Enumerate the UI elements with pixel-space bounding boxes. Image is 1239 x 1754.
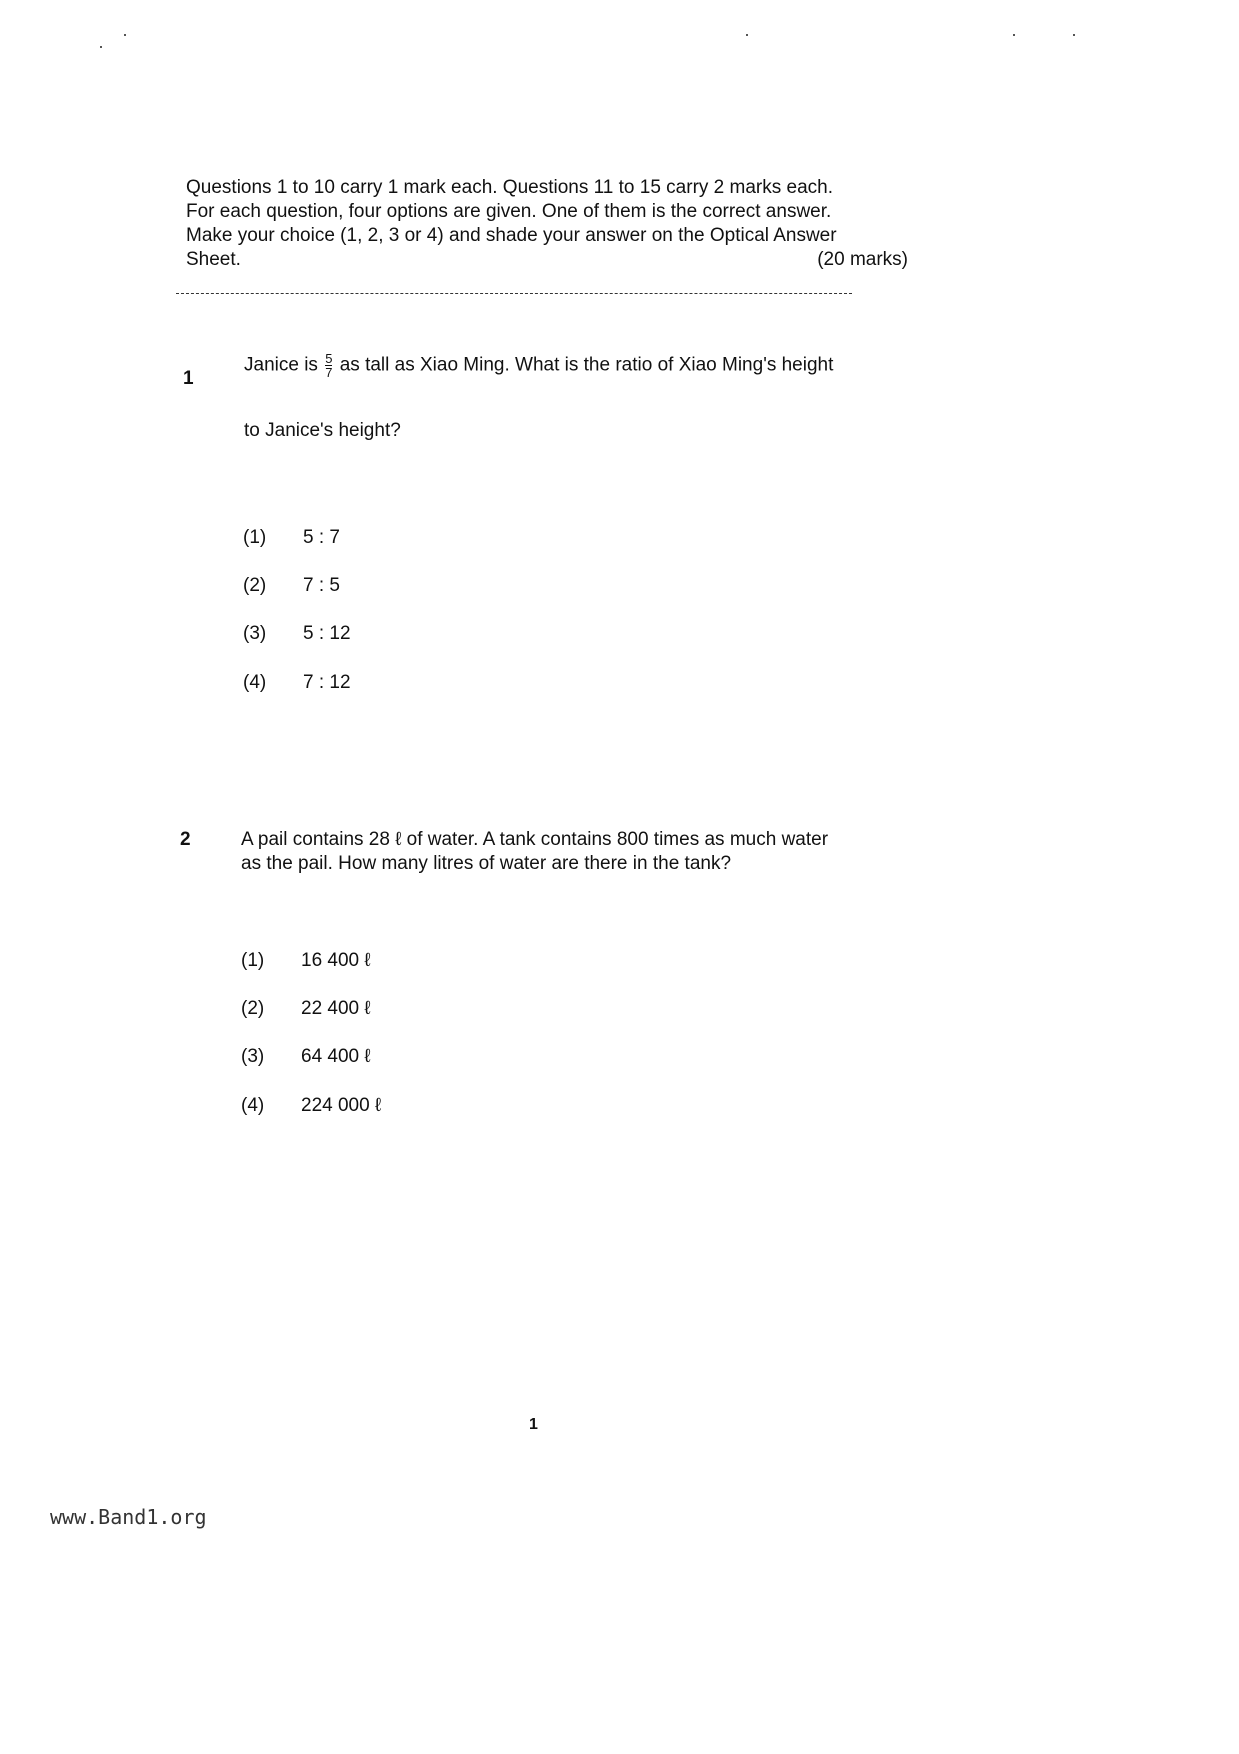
option-value: 5 : 7 xyxy=(303,527,340,548)
instructions-line: Sheet. xyxy=(186,249,241,270)
option-label: (4) xyxy=(241,1095,265,1116)
scan-speck xyxy=(1073,34,1075,36)
option-label: (2) xyxy=(243,575,267,596)
instructions xyxy=(186,176,908,272)
option-label: (2) xyxy=(241,998,265,1019)
option-label: (3) xyxy=(241,1046,265,1067)
option-value: 224 000 ℓ xyxy=(301,1095,382,1116)
option-value: 64 400 ℓ xyxy=(301,1046,371,1067)
instructions-line: For each question, four options are given. One of them is the correct answer. xyxy=(186,201,832,222)
option-label: (4) xyxy=(243,672,267,693)
option-value: 22 400 ℓ xyxy=(301,998,371,1019)
option xyxy=(243,575,340,597)
option xyxy=(241,1095,381,1117)
option-value: 7 : 12 xyxy=(303,672,351,693)
question-text-line: A pail contains 28 ℓ of water. A tank contains 800 times as much water xyxy=(241,829,829,850)
instructions-line: Make your choice (1, 2, 3 or 4) and shade your answer on the Optical Answer xyxy=(186,225,837,246)
question-text-line: as the pail. How many litres of water are there in the tank? xyxy=(241,853,732,874)
option xyxy=(241,950,371,972)
fraction-numerator: 5 xyxy=(325,351,333,366)
fraction-denominator: 7 xyxy=(325,365,333,380)
divider xyxy=(176,293,852,294)
question-text-line: to Janice's height? xyxy=(244,420,401,441)
option xyxy=(243,527,340,549)
option xyxy=(243,623,351,645)
option-label: (1) xyxy=(243,527,267,548)
question-text-part: as tall as Xiao Ming. What is the ratio of Xiao Ming's height xyxy=(339,354,834,376)
option-value: 16 400 ℓ xyxy=(301,950,371,971)
instructions-line: Questions 1 to 10 carry 1 mark each. Questions 11 to 15 carry 2 marks each. xyxy=(186,177,834,198)
scan-speck xyxy=(124,34,126,36)
question-number: 1 xyxy=(183,368,194,389)
footer-watermark: www.Band1.org xyxy=(50,1505,207,1529)
option-label: (1) xyxy=(241,950,265,971)
fraction xyxy=(325,352,332,379)
page-number: 1 xyxy=(529,1416,538,1433)
question-text xyxy=(244,352,833,379)
option xyxy=(241,1046,371,1068)
total-marks: (20 marks) xyxy=(817,249,908,270)
scan-speck xyxy=(746,34,748,36)
option-value: 7 : 5 xyxy=(303,575,340,596)
option-value: 5 : 12 xyxy=(303,623,351,644)
option xyxy=(243,672,351,694)
option xyxy=(241,998,371,1020)
question-text-part: Janice is xyxy=(244,354,318,376)
scan-speck xyxy=(100,46,102,48)
scan-speck xyxy=(1013,34,1015,36)
question-number: 2 xyxy=(180,829,191,850)
option-label: (3) xyxy=(243,623,267,644)
